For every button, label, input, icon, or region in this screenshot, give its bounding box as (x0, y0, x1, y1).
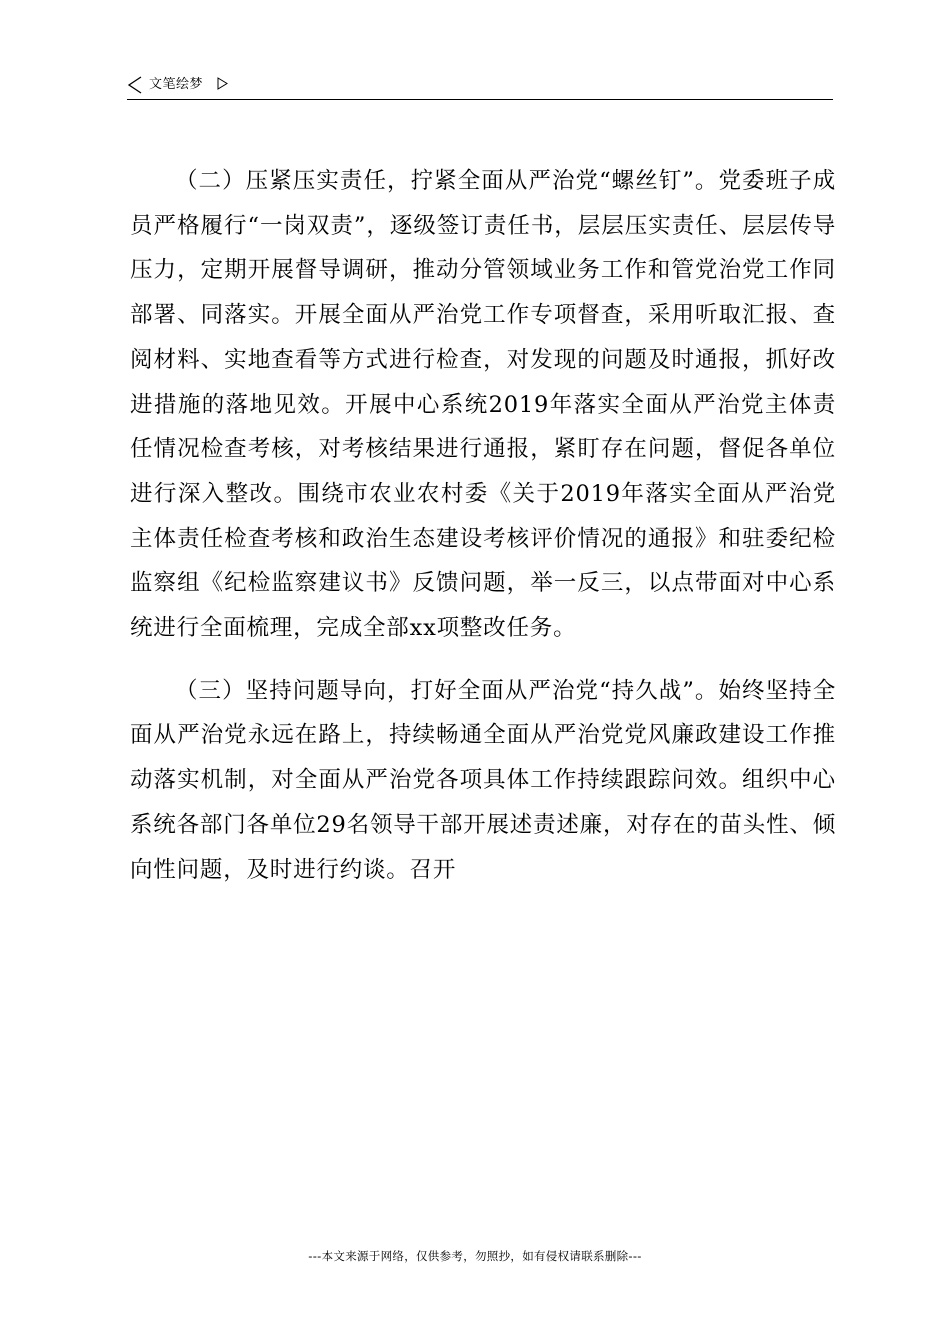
header-title: 文笔绘梦 (149, 77, 204, 92)
triangle-left-icon (127, 76, 143, 94)
page-header (127, 72, 833, 100)
footer-notice: ---本文来源于网络，仅供参考，勿照抄，如有侵权请联系删除--- (308, 1249, 642, 1263)
triangle-right-icon (217, 77, 228, 90)
document-body (130, 159, 836, 910)
paragraph-problem-orientation: （三）坚持问题导向，打好全面从严治党“持久战”。始终坚持全面从严治党永远在路上，持续畅通全面从严治党党风廉政建设工作推动落实机制，对全面从严治党各项具体工作持续跟踪问效。组织中心系统各部门各单位29名领导干部开展述责述廉，对存在的苗头性、倾向性问题，及时进行约谈。召开 (130, 677, 836, 883)
paragraph-responsibility: （二）压紧压实责任，拧紧全面从严治党“螺丝钉”。党委班子成员严格履行“一岗双责”，逐级签订责任书，层层压实责任、层层传导压力，定期开展督导调研，推动分管领域业务工作和管党治党工作同部署、同落实。开展全面从严治党工作专项督查，采用听取汇报、查阅材料、实地查看等方式进行检查，对发现的问题及时通报，抓好改进措施的落地见效。开展中心系统2019年落实全面从严治党主体责任情况检查考核，对考核结果进行通报，紧盯存在问题，督促各单位进行深入整改。围绕市农业农村委《关于2019年落实全面从严治党主体责任检查考核和政治生态建设考核评价情况的通报》和驻委纪检监察组《纪检监察建议书》反馈问题，举一反三，以点带面对中心系统进行全面梳理，完成全部xx项整改任务。 (130, 168, 836, 642)
